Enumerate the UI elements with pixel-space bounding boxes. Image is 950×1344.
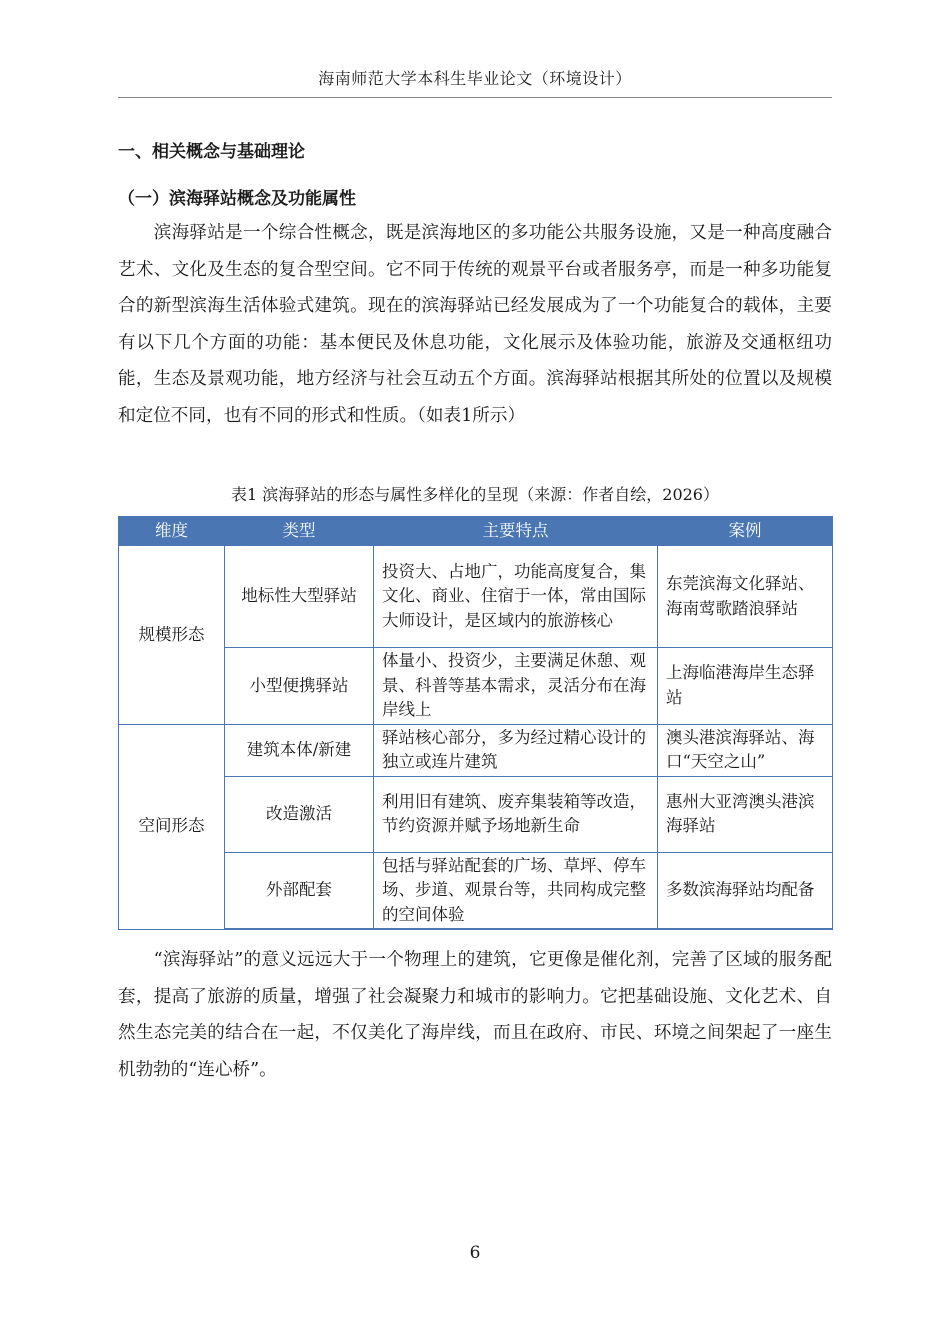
table-row — [119, 776, 833, 852]
body-paragraph-1: 滨海驿站是一个综合性概念，既是滨海地区的多功能公共服务设施，又是一种高度融合艺术、文化及生态的复合型空间。它不同于传统的观景平台或者服务亭，而是一种多功能复合的新型滨海生活体验式建筑。现在的滨海驿站已经发展成为了一个功能复合的载体，主要有以下几个方面的功能：基本便民及休息功能，文化展示及体验功能，旅游及交通枢纽功能，生态及景观功能，地方经济与社会互动五个方面。滨海驿站根据其所处的位置以及规模和定位不同，也有不同的形式和性质。（如表1所示） — [118, 223, 832, 426]
section-heading: 一、相关概念与基础理论 — [118, 142, 305, 162]
dimension-cell: 空间形态 — [119, 724, 225, 929]
type-cell: 改造激活 — [225, 776, 374, 852]
case-cell: 澳头港滨海驿站、海口“天空之山” — [658, 724, 833, 776]
header-case: 案例 — [658, 517, 833, 546]
feature-cell: 驿站核心部分，多为经过精心设计的独立或连片建筑 — [374, 724, 658, 776]
station-forms-table — [118, 516, 833, 930]
page-number: 6 — [469, 1243, 481, 1263]
feature-cell: 投资大、占地广，功能高度复合，集文化、商业、住宿于一体，常由国际大师设计，是区域内的旅游核心 — [374, 546, 658, 648]
header-features: 主要特点 — [374, 517, 658, 546]
case-cell: 东莞滨海文化驿站、海南莺歌踏浪驿站 — [658, 546, 833, 648]
table-row — [119, 852, 833, 929]
dimension-cell: 规模形态 — [119, 546, 225, 725]
feature-cell: 利用旧有建筑、废弃集装箱等改造，节约资源并赋予场地新生命 — [374, 776, 658, 852]
table-row — [119, 724, 833, 776]
table-caption: 表1 滨海驿站的形态与属性多样化的呈现（来源：作者自绘，2026） — [231, 485, 719, 504]
header-type: 类型 — [225, 517, 374, 546]
type-cell: 外部配套 — [225, 852, 374, 929]
page-header: 海南师范大学本科生毕业论文（环境设计） — [118, 66, 832, 98]
body-paragraph-2: “滨海驿站”的意义远远大于一个物理上的建筑，它更像是催化剂，完善了区域的服务配套，提高了旅游的质量，增强了社会凝聚力和城市的影响力。它把基础设施、文化艺术、自然生态完美的结合在一起，不仅美化了海岸线，而且在政府、市民、环境之间架起了一座生机勃勃的“连心桥”。 — [118, 950, 832, 1080]
case-cell: 惠州大亚湾澳头港滨海驿站 — [658, 776, 833, 852]
table-row — [119, 648, 833, 725]
type-cell: 小型便携驿站 — [225, 648, 374, 725]
feature-cell: 体量小、投资少，主要满足休憩、观景、科普等基本需求，灵活分布在海岸线上 — [374, 648, 658, 725]
type-cell: 地标性大型驿站 — [225, 546, 374, 648]
table-row — [119, 546, 833, 648]
case-cell: 多数滨海驿站均配备 — [658, 852, 833, 929]
header-dimension: 维度 — [119, 517, 225, 546]
subsection-heading: （一）滨海驿站概念及功能属性 — [118, 189, 356, 209]
case-cell: 上海临港海岸生态驿站 — [658, 648, 833, 725]
type-cell: 建筑本体/新建 — [225, 724, 374, 776]
table-header-row — [119, 517, 833, 546]
feature-cell: 包括与驿站配套的广场、草坪、停车场、步道、观景台等，共同构成完整的空间体验 — [374, 852, 658, 929]
